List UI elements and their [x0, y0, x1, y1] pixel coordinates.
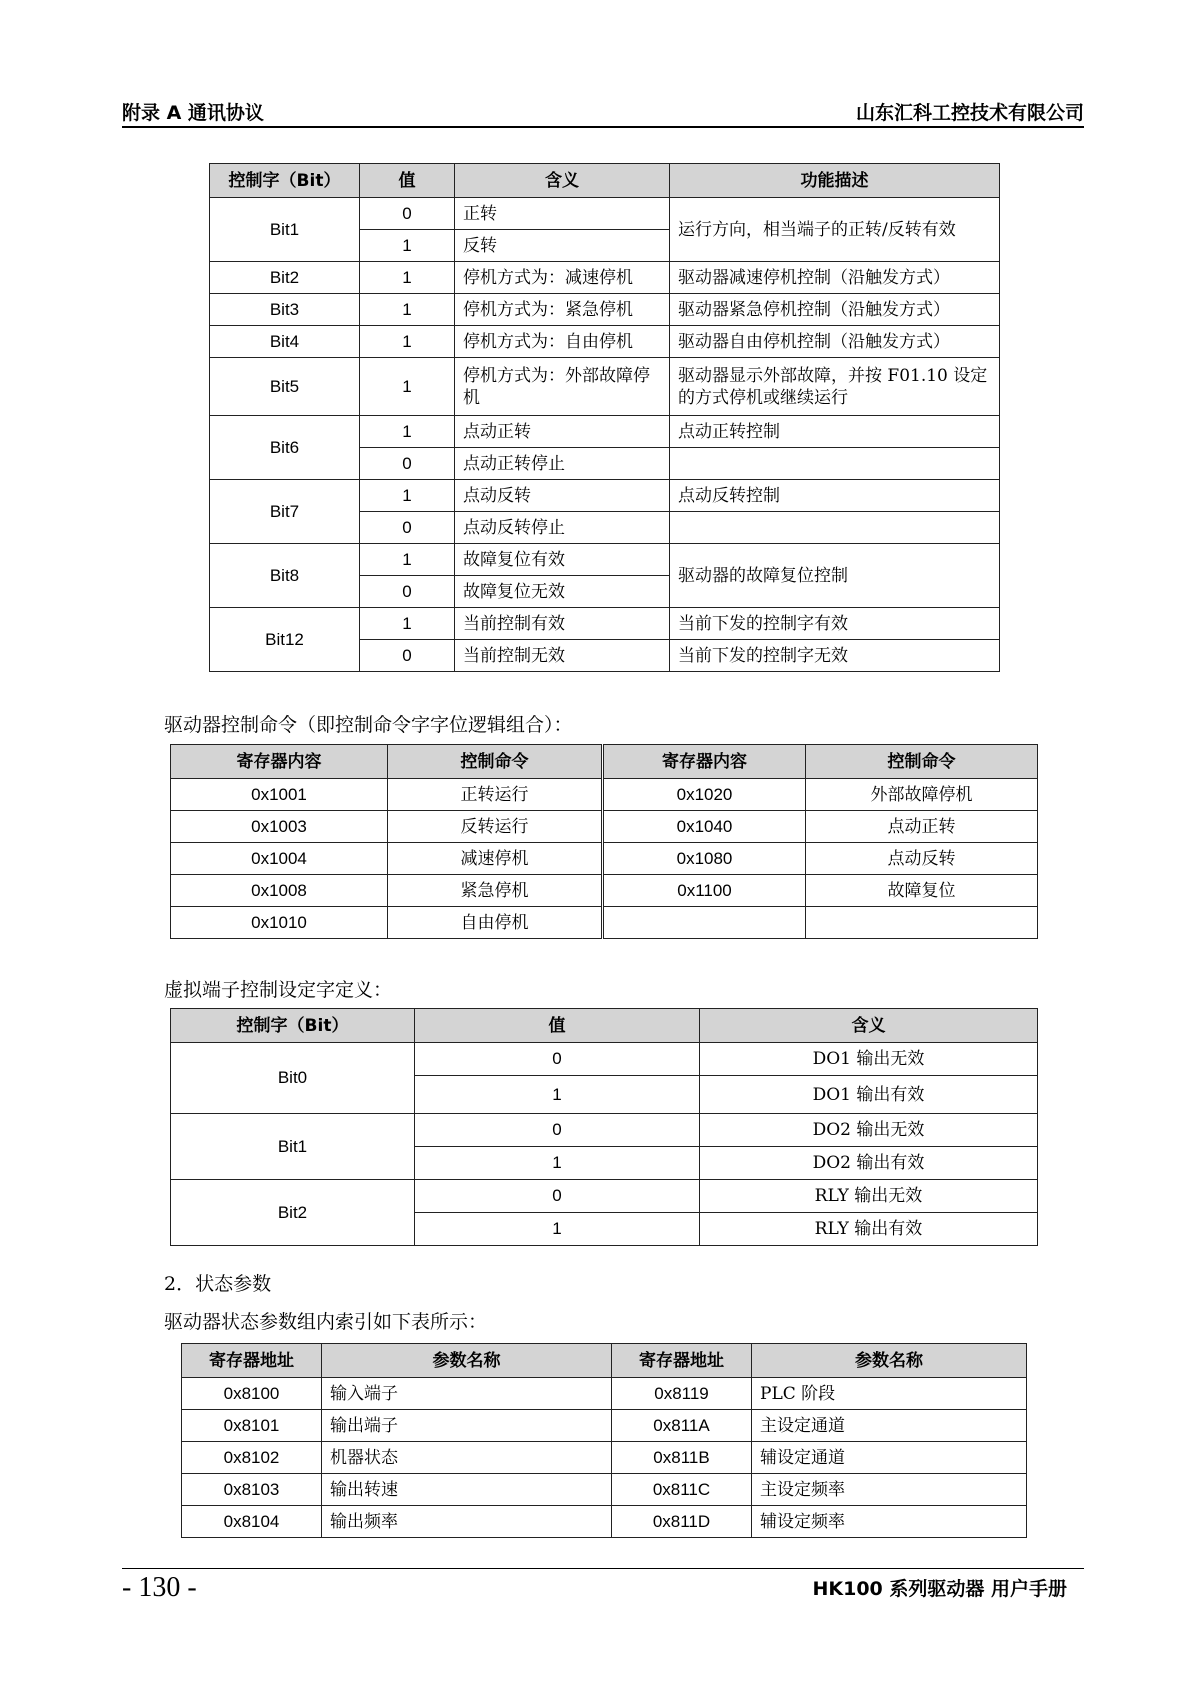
col-header-value: 值 [415, 1009, 700, 1043]
table-row [210, 294, 1000, 326]
address-cell: 0x811D [612, 1506, 752, 1538]
param-name-cell: 输入端子 [322, 1378, 612, 1410]
control-word-table [209, 163, 1000, 672]
table-row [210, 262, 1000, 294]
col-header-bit: 控制字（Bit） [171, 1009, 415, 1043]
col-header-bit: 控制字（Bit） [210, 164, 360, 198]
table-row [182, 1410, 1027, 1442]
bit-cell: Bit0 [171, 1043, 415, 1114]
register-cell: 0x1010 [171, 907, 388, 939]
col-header-command: 控制命令 [806, 745, 1038, 779]
description-cell-empty [670, 512, 1000, 544]
table-row [171, 1180, 1038, 1213]
value-cell: 0 [360, 640, 455, 672]
page-header [122, 96, 1084, 128]
meaning-cell: 反转 [455, 230, 670, 262]
address-cell: 0x811B [612, 1442, 752, 1474]
address-cell: 0x8103 [182, 1474, 322, 1506]
description-cell: 驱动器减速停机控制（沿触发方式） [670, 262, 1000, 294]
address-cell: 0x8100 [182, 1378, 322, 1410]
description-cell: 当前下发的控制字有效 [670, 608, 1000, 640]
meaning-cell: 停机方式为：自由停机 [455, 326, 670, 358]
bit-cell: Bit12 [210, 608, 360, 672]
table-row [182, 1378, 1027, 1410]
value-cell: 0 [360, 198, 455, 230]
value-cell: 0 [360, 512, 455, 544]
param-name-cell: 输出频率 [322, 1506, 612, 1538]
register-cell [603, 907, 806, 939]
table-row [171, 875, 1038, 907]
command-cell: 反转运行 [388, 811, 603, 843]
register-cell: 0x1001 [171, 779, 388, 811]
value-cell: 0 [415, 1114, 700, 1147]
value-cell: 1 [360, 262, 455, 294]
value-cell: 0 [360, 448, 455, 480]
param-name-cell: PLC 阶段 [752, 1378, 1027, 1410]
col-header-meaning: 含义 [455, 164, 670, 198]
table-row [171, 1043, 1038, 1076]
param-name-cell: 辅设定频率 [752, 1506, 1027, 1538]
value-cell: 1 [415, 1076, 700, 1114]
meaning-cell: 故障复位有效 [455, 544, 670, 576]
table-header-row [171, 1009, 1038, 1043]
meaning-cell: 停机方式为：外部故障停机 [455, 358, 670, 416]
col-header-register: 寄存器内容 [171, 745, 388, 779]
address-cell: 0x8119 [612, 1378, 752, 1410]
table-row [171, 843, 1038, 875]
param-name-cell: 机器状态 [322, 1442, 612, 1474]
address-cell: 0x8102 [182, 1442, 322, 1474]
col-header-command: 控制命令 [388, 745, 603, 779]
meaning-cell: 停机方式为：减速停机 [455, 262, 670, 294]
description-cell: 驱动器的故障复位控制 [670, 544, 1000, 608]
command-cell: 正转运行 [388, 779, 603, 811]
bit-cell: Bit4 [210, 326, 360, 358]
table-row [182, 1474, 1027, 1506]
description-cell: 驱动器自由停机控制（沿触发方式） [670, 326, 1000, 358]
col-header-address: 寄存器地址 [612, 1344, 752, 1378]
address-cell: 0x8104 [182, 1506, 322, 1538]
meaning-cell: DO1 输出无效 [700, 1043, 1038, 1076]
table-row [210, 416, 1000, 448]
description-cell: 当前下发的控制字无效 [670, 640, 1000, 672]
description-cell: 运行方向，相当端子的正转/反转有效 [670, 198, 1000, 262]
register-cell: 0x1040 [603, 811, 806, 843]
meaning-cell: 正转 [455, 198, 670, 230]
value-cell: 0 [415, 1043, 700, 1076]
virtual-terminal-table [170, 1008, 1038, 1246]
meaning-cell: 当前控制无效 [455, 640, 670, 672]
address-cell: 0x811A [612, 1410, 752, 1442]
header-section-title: 附录 A 通讯协议 [122, 102, 264, 124]
value-cell: 1 [360, 608, 455, 640]
value-cell: 0 [360, 576, 455, 608]
footer-manual-title: HK100 系列驱动器 用户手册 [812, 1578, 1067, 1600]
status-params-intro: 驱动器状态参数组内索引如下表所示： [164, 1311, 488, 1333]
meaning-cell: RLY 输出有效 [700, 1213, 1038, 1246]
virtual-terminal-intro: 虚拟端子控制设定字定义： [164, 979, 393, 1001]
value-cell: 1 [360, 326, 455, 358]
register-cell: 0x1100 [603, 875, 806, 907]
status-parameter-table [181, 1343, 1027, 1538]
control-command-intro: 驱动器控制命令（即控制命令字字位逻辑组合）： [164, 714, 573, 736]
value-cell: 1 [360, 294, 455, 326]
table-row [210, 358, 1000, 416]
command-cell: 点动正转 [806, 811, 1038, 843]
address-cell: 0x811C [612, 1474, 752, 1506]
bit-cell: Bit8 [210, 544, 360, 608]
command-cell: 点动反转 [806, 843, 1038, 875]
header-company-name: 山东汇科工控技术有限公司 [855, 102, 1084, 124]
value-cell: 1 [360, 480, 455, 512]
control-command-table [170, 744, 1038, 939]
bit-cell: Bit1 [210, 198, 360, 262]
meaning-cell: DO2 输出无效 [700, 1114, 1038, 1147]
table-row [171, 811, 1038, 843]
meaning-cell: 点动正转 [455, 416, 670, 448]
register-cell: 0x1004 [171, 843, 388, 875]
command-cell: 故障复位 [806, 875, 1038, 907]
param-name-cell: 输出端子 [322, 1410, 612, 1442]
param-name-cell: 主设定频率 [752, 1474, 1027, 1506]
param-name-cell: 输出转速 [322, 1474, 612, 1506]
value-cell: 0 [415, 1180, 700, 1213]
col-header-address: 寄存器地址 [182, 1344, 322, 1378]
footer-rule [122, 1568, 1084, 1569]
table-row [210, 544, 1000, 576]
bit-cell: Bit7 [210, 480, 360, 544]
col-header-description: 功能描述 [670, 164, 1000, 198]
command-cell: 紧急停机 [388, 875, 603, 907]
table-row [210, 326, 1000, 358]
page-number: - 130 - [122, 1572, 197, 1603]
meaning-cell: 点动反转 [455, 480, 670, 512]
value-cell: 1 [415, 1147, 700, 1180]
meaning-cell: 停机方式为：紧急停机 [455, 294, 670, 326]
table-row [171, 1114, 1038, 1147]
register-cell: 0x1020 [603, 779, 806, 811]
table-row [182, 1506, 1027, 1538]
param-name-cell: 主设定通道 [752, 1410, 1027, 1442]
value-cell: 1 [360, 544, 455, 576]
table-row [210, 198, 1000, 230]
meaning-cell: DO2 输出有效 [700, 1147, 1038, 1180]
address-cell: 0x8101 [182, 1410, 322, 1442]
description-cell: 点动正转控制 [670, 416, 1000, 448]
meaning-cell: 点动正转停止 [455, 448, 670, 480]
meaning-cell: DO1 输出有效 [700, 1076, 1038, 1114]
section-heading-status-params: 2．状态参数 [164, 1273, 272, 1295]
value-cell: 1 [360, 358, 455, 416]
register-cell: 0x1080 [603, 843, 806, 875]
value-cell: 1 [360, 416, 455, 448]
table-row [210, 608, 1000, 640]
value-cell: 1 [360, 230, 455, 262]
value-cell: 1 [415, 1213, 700, 1246]
description-cell: 驱动器紧急停机控制（沿触发方式） [670, 294, 1000, 326]
command-cell: 外部故障停机 [806, 779, 1038, 811]
description-cell: 点动反转控制 [670, 480, 1000, 512]
bit-cell: Bit3 [210, 294, 360, 326]
table-row [171, 907, 1038, 939]
table-row [171, 779, 1038, 811]
table-row [210, 480, 1000, 512]
description-cell-empty [670, 448, 1000, 480]
col-header-param-name: 参数名称 [322, 1344, 612, 1378]
bit-cell: Bit2 [210, 262, 360, 294]
col-header-value: 值 [360, 164, 455, 198]
meaning-cell: 故障复位无效 [455, 576, 670, 608]
register-cell: 0x1008 [171, 875, 388, 907]
register-cell: 0x1003 [171, 811, 388, 843]
bit-cell: Bit6 [210, 416, 360, 480]
command-cell: 减速停机 [388, 843, 603, 875]
bit-cell: Bit2 [171, 1180, 415, 1246]
meaning-cell: 点动反转停止 [455, 512, 670, 544]
param-name-cell: 辅设定通道 [752, 1442, 1027, 1474]
col-header-meaning: 含义 [700, 1009, 1038, 1043]
table-header-row [182, 1344, 1027, 1378]
col-header-register: 寄存器内容 [603, 745, 806, 779]
table-header-row [171, 745, 1038, 779]
table-row [182, 1442, 1027, 1474]
bit-cell: Bit1 [171, 1114, 415, 1180]
command-cell [806, 907, 1038, 939]
command-cell: 自由停机 [388, 907, 603, 939]
bit-cell: Bit5 [210, 358, 360, 416]
meaning-cell: 当前控制有效 [455, 608, 670, 640]
meaning-cell: RLY 输出无效 [700, 1180, 1038, 1213]
description-cell: 驱动器显示外部故障，并按 F01.10 设定的方式停机或继续运行 [670, 358, 1000, 416]
table-header-row [210, 164, 1000, 198]
col-header-param-name: 参数名称 [752, 1344, 1027, 1378]
